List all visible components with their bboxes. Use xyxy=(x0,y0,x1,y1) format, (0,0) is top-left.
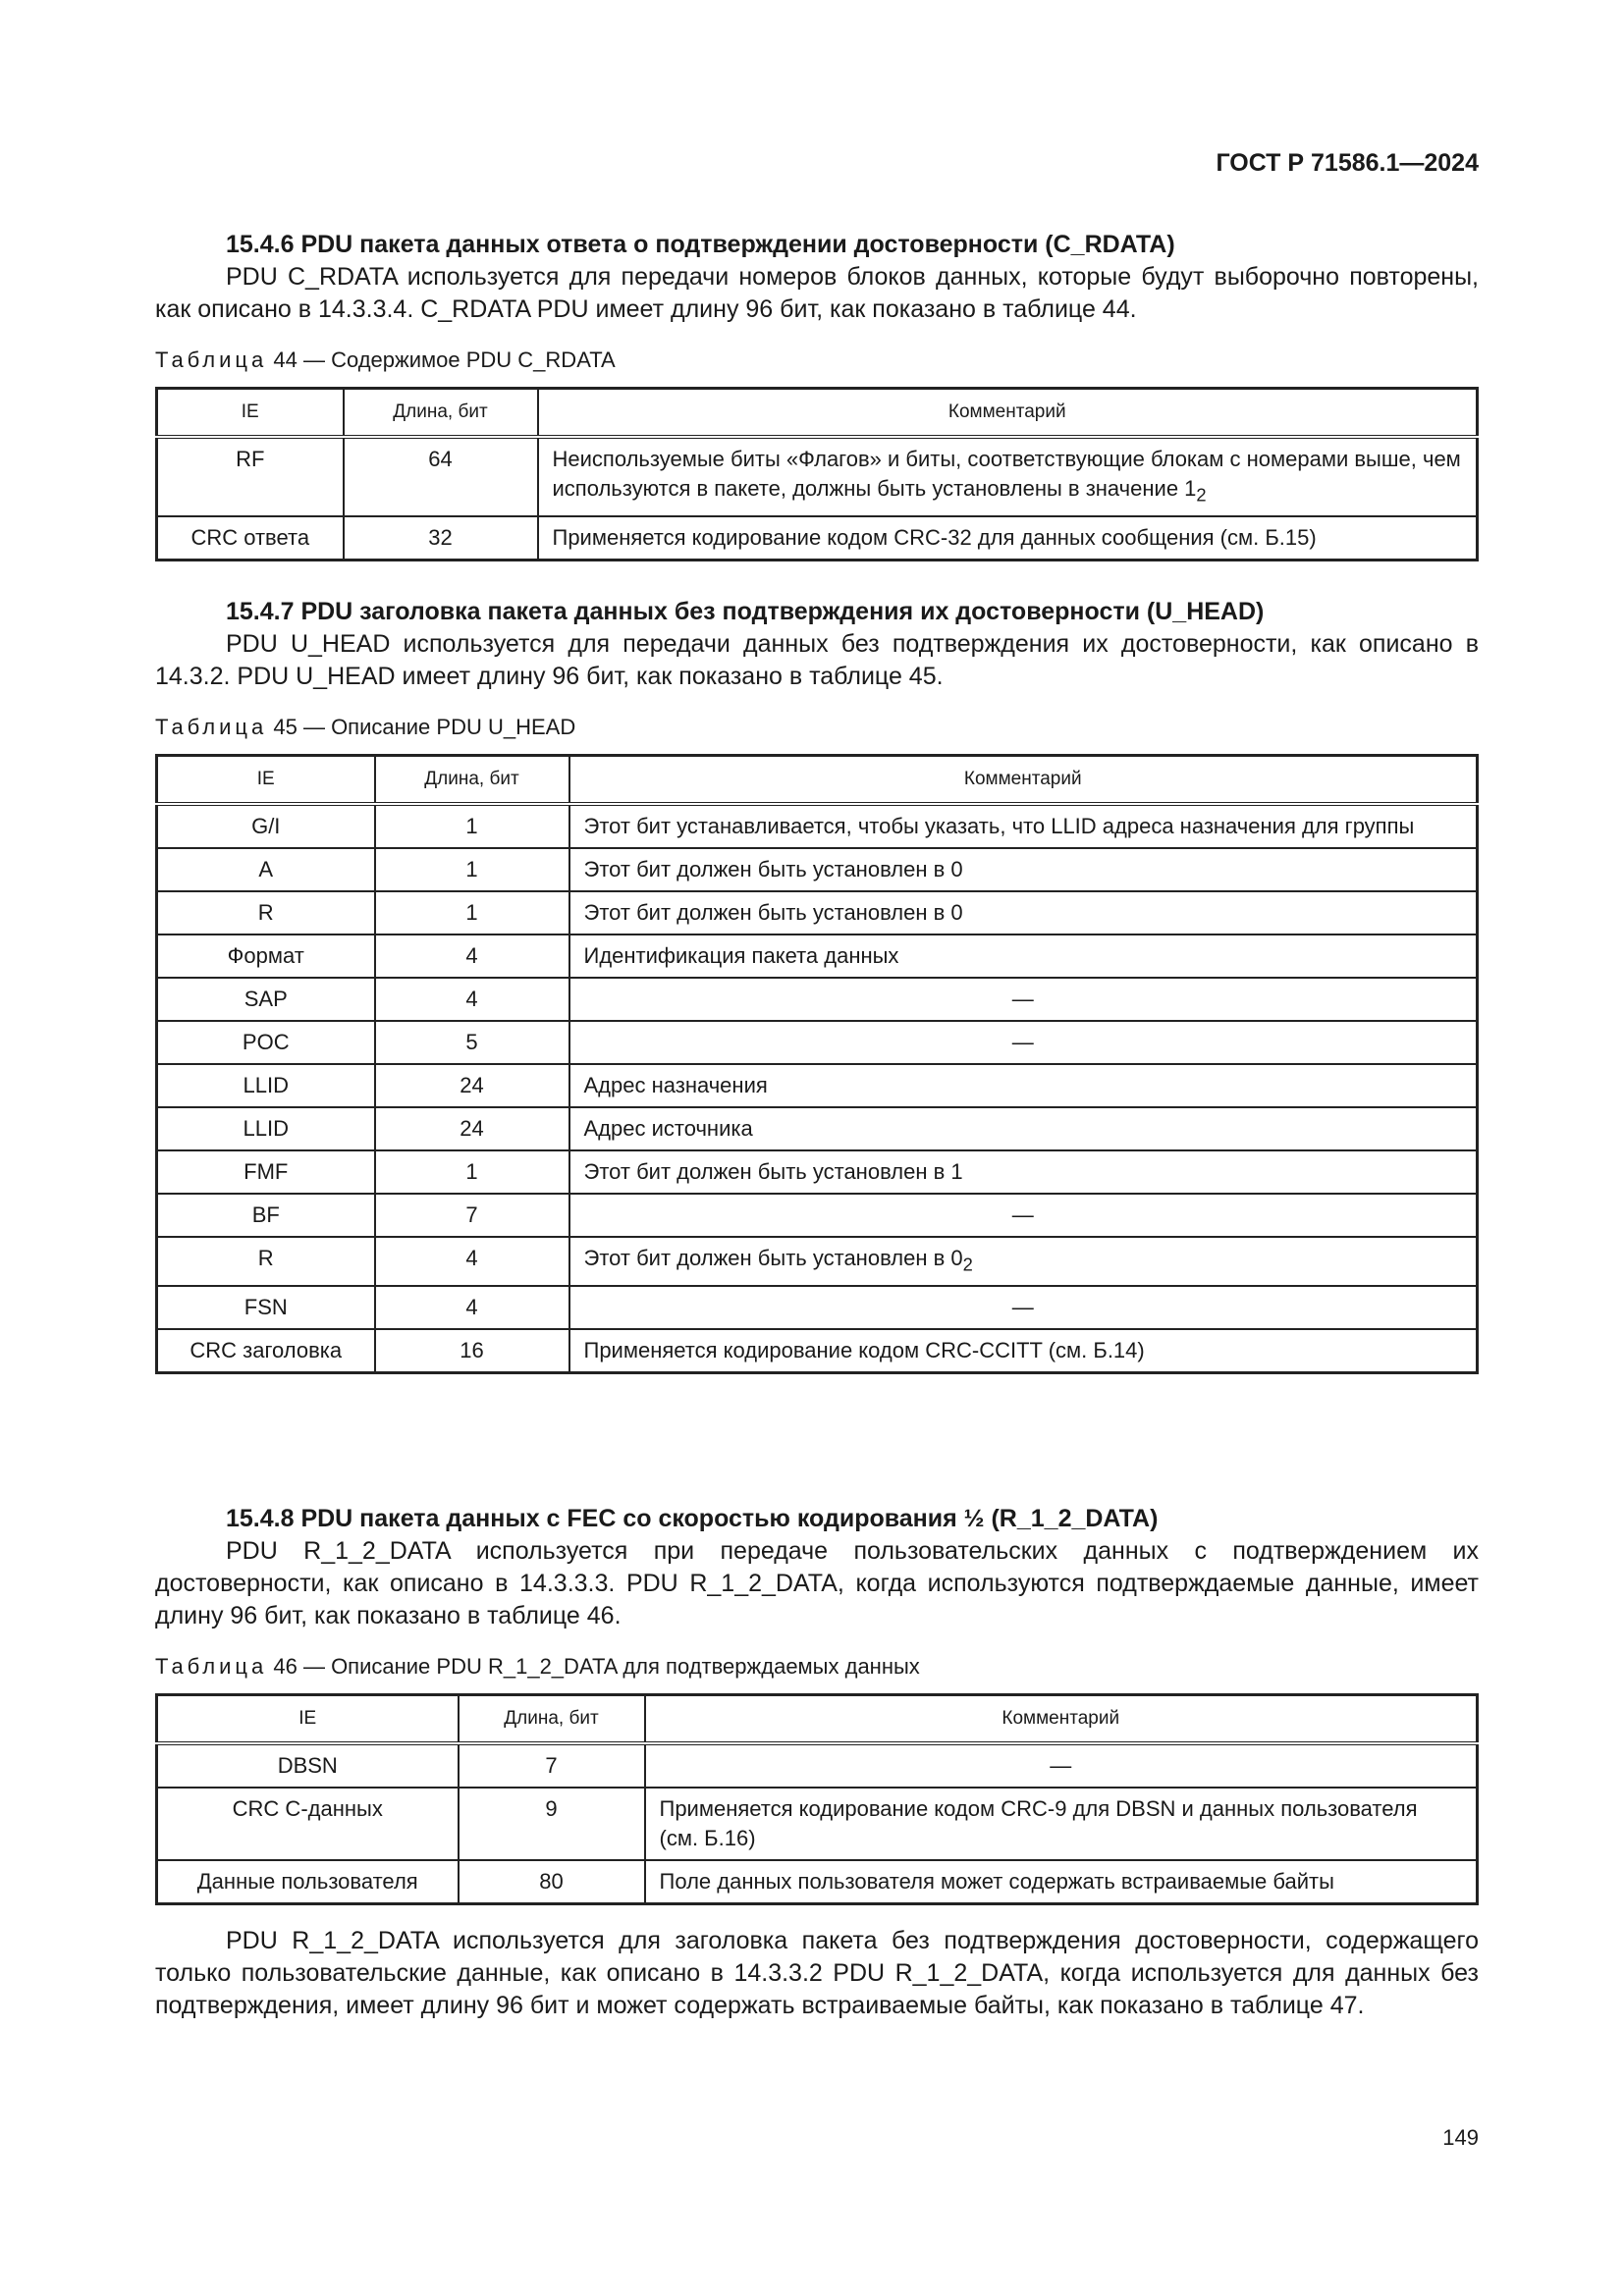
header-length: Длина, бит xyxy=(344,389,538,438)
table-row xyxy=(157,978,1478,1021)
section-15-4-6 xyxy=(155,228,1479,561)
table-row xyxy=(157,1286,1478,1329)
table-row xyxy=(157,804,1478,848)
cell-length: 16 xyxy=(375,1329,569,1373)
section-heading: 15.4.6 PDU пакета данных ответа о подтверждении достоверности (C_RDATA) xyxy=(226,231,1175,258)
table-caption xyxy=(155,346,1479,375)
comment-text: Этот бит должен быть установлен в 0 xyxy=(583,1246,963,1270)
cell-length: 1 xyxy=(375,1150,569,1194)
cell-comment: Этот бит устанавливается, чтобы указать, что LLID адреса назначения для группы xyxy=(569,804,1478,848)
header-length: Длина, бит xyxy=(459,1695,645,1744)
document-id: ГОСТ Р 71586.1—2024 xyxy=(1216,149,1479,177)
table-row xyxy=(157,934,1478,978)
cell-length: 1 xyxy=(375,848,569,891)
cell-length: 80 xyxy=(459,1860,645,1904)
table-row xyxy=(157,1021,1478,1064)
cell-comment: Применяется кодирование кодом CRC-32 для данных сообщения (см. Б.15) xyxy=(538,516,1478,561)
caption-label: Таблица xyxy=(155,1654,268,1679)
cell-ie: CRC заголовка xyxy=(157,1329,375,1373)
comment-text: Неиспользуемые биты «Флагов» и биты, соответствующие блокам с номерами выше, чем используются в пакете, должны быть установлены в значение 1 xyxy=(552,447,1461,501)
table-row xyxy=(157,516,1478,561)
cell-comment: Адрес источника xyxy=(569,1107,1478,1150)
section-paragraph: PDU U_HEAD используется для передачи данных без подтверждения их достоверности, как описано в 14.3.2. PDU U_HEAD имеет длину 96 бит, как показано в таблице 45. xyxy=(155,630,1479,690)
cell-ie: FSN xyxy=(157,1286,375,1329)
cell-length: 4 xyxy=(375,978,569,1021)
cell-ie: Формат xyxy=(157,934,375,978)
caption-text: 46 — Описание PDU R_1_2_DATA для подтверждаемых данных xyxy=(267,1654,920,1679)
page-number: 149 xyxy=(1442,2125,1479,2150)
cell-ie: CRC ответа xyxy=(157,516,344,561)
caption-text: 44 — Содержимое PDU C_RDATA xyxy=(267,347,616,372)
cell-ie: Данные пользователя xyxy=(157,1860,459,1904)
subscript: 2 xyxy=(962,1254,973,1275)
cell-length: 5 xyxy=(375,1021,569,1064)
cell-comment: Применяется кодирование кодом CRC-9 для DBSN и данных пользователя (см. Б.16) xyxy=(645,1788,1478,1860)
header-comment: Комментарий xyxy=(569,756,1478,805)
cell-ie: G/I xyxy=(157,804,375,848)
cell-comment: Поле данных пользователя может содержать встраиваемые байты xyxy=(645,1860,1478,1904)
cell-comment: Этот бит должен быть установлен в 1 xyxy=(569,1150,1478,1194)
cell-comment: — xyxy=(569,1194,1478,1237)
table-row xyxy=(157,1150,1478,1194)
cell-length: 64 xyxy=(344,437,538,516)
section-heading: 15.4.7 PDU заголовка пакета данных без подтверждения их достоверности (U_HEAD) xyxy=(226,598,1265,625)
caption-label: Таблица xyxy=(155,715,268,739)
section-heading: 15.4.8 PDU пакета данных с FEC со скоростью кодирования ½ (R_1_2_DATA) xyxy=(226,1505,1159,1532)
cell-length: 4 xyxy=(375,1286,569,1329)
cell-length: 7 xyxy=(459,1743,645,1788)
header-ie: IE xyxy=(157,1695,459,1744)
caption-text: 45 — Описание PDU U_HEAD xyxy=(267,715,576,739)
cell-ie: LLID xyxy=(157,1107,375,1150)
cell-length: 32 xyxy=(344,516,538,561)
cell-ie: FMF xyxy=(157,1150,375,1194)
cell-ie: BF xyxy=(157,1194,375,1237)
cell-ie: DBSN xyxy=(157,1743,459,1788)
cell-ie: POC xyxy=(157,1021,375,1064)
section-paragraph: PDU C_RDATA используется для передачи номеров блоков данных, которые будут выборочно повторены, как описано в 14.3.3.4. C_RDATA PDU имеет длину 96 бит, как показано в таблице 44. xyxy=(155,263,1479,323)
table-caption xyxy=(155,1652,1479,1682)
cell-comment: Этот бит должен быть установлен в 0 xyxy=(569,891,1478,934)
cell-length: 24 xyxy=(375,1107,569,1150)
header-ie: IE xyxy=(157,756,375,805)
table-row xyxy=(157,1107,1478,1150)
table-row xyxy=(157,1194,1478,1237)
header-length: Длина, бит xyxy=(375,756,569,805)
cell-comment: Адрес назначения xyxy=(569,1064,1478,1107)
cell-comment: — xyxy=(569,1021,1478,1064)
table-row xyxy=(157,1743,1478,1788)
cell-comment: — xyxy=(645,1743,1478,1788)
cell-length: 9 xyxy=(459,1788,645,1860)
section-15-4-7 xyxy=(155,595,1479,1374)
cell-ie: LLID xyxy=(157,1064,375,1107)
table-row xyxy=(157,1788,1478,1860)
cell-ie: CRC C-данных xyxy=(157,1788,459,1860)
closing-paragraph: PDU R_1_2_DATA используется для заголовка пакета без подтверждения достоверности, содержащего только пользовательские данные, как описано в 14.3.3.2 PDU R_1_2_DATA, когда используется для данных без подтверждения, имеет длину 96 бит и может содержать встраиваемые байты, как показано в таблице 47. xyxy=(155,1927,1479,2019)
cell-length: 4 xyxy=(375,1237,569,1286)
table-caption xyxy=(155,713,1479,742)
cell-comment xyxy=(538,437,1478,516)
table-row xyxy=(157,891,1478,934)
table-44 xyxy=(155,387,1479,561)
table-row xyxy=(157,1860,1478,1904)
cell-comment: — xyxy=(569,1286,1478,1329)
table-45 xyxy=(155,754,1479,1374)
table-row xyxy=(157,848,1478,891)
cell-ie: SAP xyxy=(157,978,375,1021)
cell-length: 4 xyxy=(375,934,569,978)
cell-length: 1 xyxy=(375,804,569,848)
cell-comment: Идентификация пакета данных xyxy=(569,934,1478,978)
header-comment: Комментарий xyxy=(538,389,1478,438)
header-comment: Комментарий xyxy=(645,1695,1478,1744)
table-row xyxy=(157,1064,1478,1107)
cell-ie: R xyxy=(157,891,375,934)
header-ie: IE xyxy=(157,389,344,438)
table-46 xyxy=(155,1693,1479,1905)
cell-comment: Этот бит должен быть установлен в 0 xyxy=(569,848,1478,891)
section-paragraph: PDU R_1_2_DATA используется при передаче пользовательских данных с подтверждением их достоверности, как описано в 14.3.3.3. PDU R_1_2_DATA, когда используются подтверждаемые данные, имеет длину 96 бит, как показано в таблице 46. xyxy=(155,1537,1479,1629)
caption-label: Таблица xyxy=(155,347,268,372)
cell-ie: R xyxy=(157,1237,375,1286)
table-row xyxy=(157,1237,1478,1286)
cell-comment: Применяется кодирование кодом CRC-CCITT (см. Б.14) xyxy=(569,1329,1478,1373)
cell-length: 24 xyxy=(375,1064,569,1107)
cell-ie: RF xyxy=(157,437,344,516)
table-row xyxy=(157,437,1478,516)
cell-length: 1 xyxy=(375,891,569,934)
section-15-4-8 xyxy=(155,1502,1479,2022)
table-row xyxy=(157,1329,1478,1373)
cell-comment: — xyxy=(569,978,1478,1021)
cell-ie: A xyxy=(157,848,375,891)
subscript: 2 xyxy=(1196,484,1207,506)
cell-comment xyxy=(569,1237,1478,1286)
cell-length: 7 xyxy=(375,1194,569,1237)
